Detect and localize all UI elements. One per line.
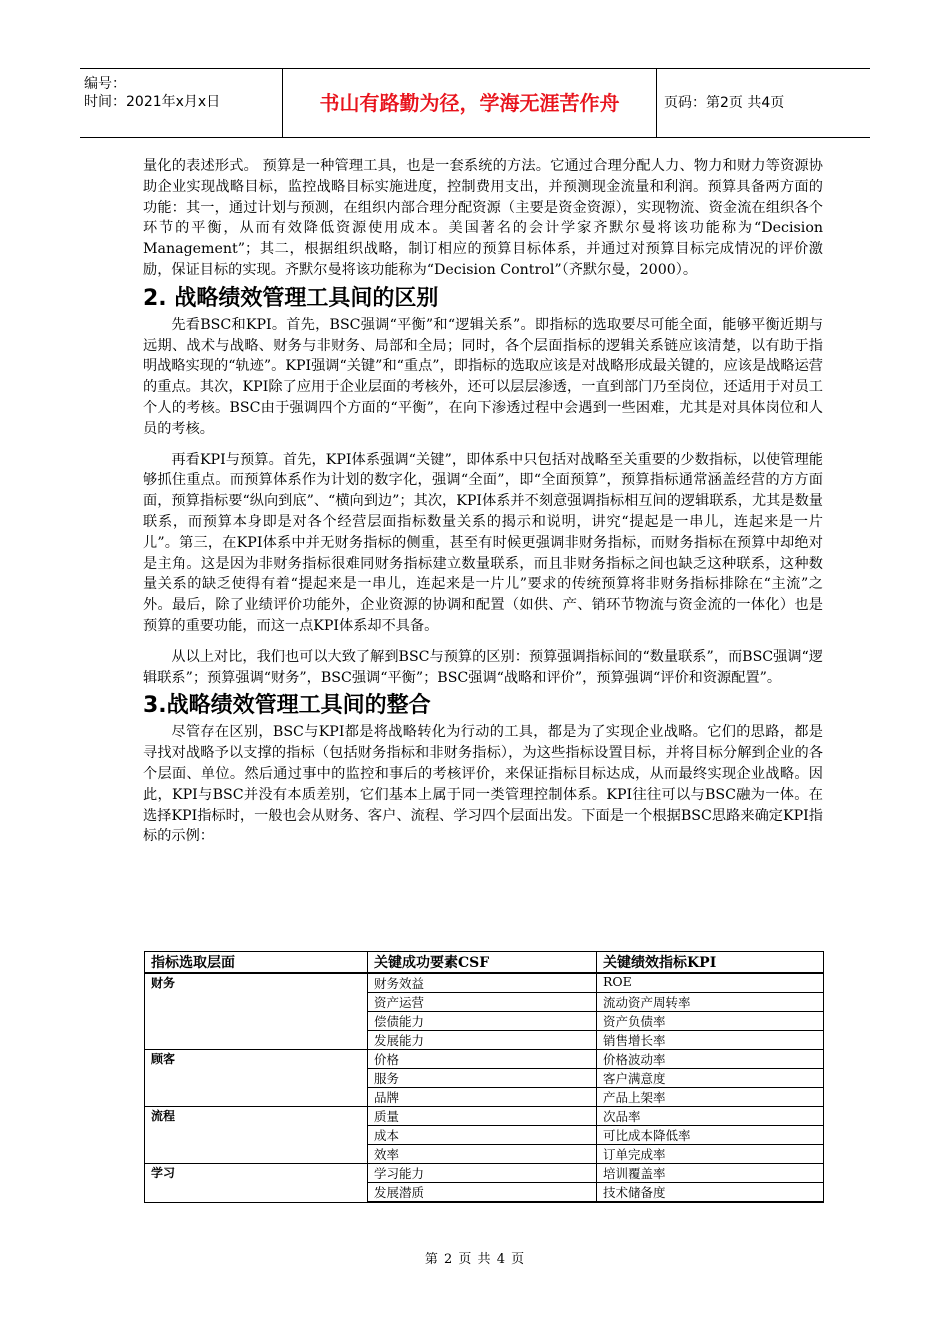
paragraph-integration: 尽管存在区别，BSC与KPI都是将战略转化为行动的工具，都是为了实现企业战略。它们的思路，都是寻找对战略予以支撑的指标（包括财务指标和非财务指标），为这些指标设置目标，并将目标分解到企业的各个层面、单位。然后通过事中的监控和事后的考核评价，来保证指标目标达成，从而最终实现企业战略。因此，KPI与BSC并没有本质差别，它们基本上属于同一类管理控制体系。KPI往往可以与BSC融为一体。在选择KPI指标时，一般也会从财务、客户、流程、学习四个层面出发。下面是一个根据BSC思路来确定KPI指标的示例：	[143, 724, 823, 845]
doc-date-label: 时间：2021年x月x日	[84, 94, 221, 110]
table-cell-kpi: 流动资产周转率	[597, 993, 824, 1012]
table-cell-csf: 发展能力	[368, 1031, 597, 1050]
section-heading-differences: 2. 战略绩效管理工具间的区别	[143, 285, 439, 311]
document-body	[143, 156, 823, 847]
table-cell-kpi: 技术储备度	[597, 1183, 824, 1203]
table-header-row	[145, 952, 824, 974]
table-cell-layer: 财务	[145, 973, 368, 993]
table-cell-layer	[145, 1126, 368, 1145]
table-cell-csf: 发展潜质	[368, 1183, 597, 1203]
page-header	[80, 68, 870, 138]
table-cell-layer	[145, 1145, 368, 1164]
table-row	[145, 1145, 824, 1164]
table-row	[145, 1088, 824, 1107]
table-cell-kpi: ROE	[597, 973, 824, 993]
table-cell-layer: 顾客	[145, 1050, 368, 1069]
paragraph-budget-intro: 量化的表述形式。 预算是一种管理工具，也是一套系统的方法。它通过合理分配人力、物力和财力等资源协助企业实现战略目标，监控战略目标实施进度，控制费用支出，并预测现金流量和利润。预算具备两方面的功能：其一，通过计划与预测，在组织内部合理分配资源（主要是资金资源），实现物流、资金流在组织各个环节的平衡，从而有效降低资源使用成本。美国著名的会计学家齐默尔曼将该功能称为“Decision Management”；其二，根据组织战略，制订相应的预算目标体系，并通过对预算目标完成情况的评价激励，保证目标的实现。齐默尔曼将该功能称为“Decision Control”（齐默尔曼，2000）。	[143, 158, 823, 278]
paragraph-bsc-kpi: 先看BSC和KPI。首先，BSC强调“平衡”和“逻辑关系”。即指标的选取要尽可能全面，能够平衡近期与远期、战术与战略、财务与非财务、局部和全局；同时，各个层面指标的逻辑关系链应该清楚，以有助于指明战略实现的“轨迹”。KPI强调“关键”和“重点”，即指标的选取应该是对战略形成最关键的，应该是战略运营的重点。其次，KPI除了应用于企业层面的考核外，还可以层层渗透，一直到部门乃至岗位，还适用于对员工个人的考核。BSC由于强调四个方面的“平衡”，在向下渗透过程中会遇到一些困难，尤其是对具体岗位和人员的考核。	[143, 316, 823, 437]
section-heading-integration: 3.战略绩效管理工具间的整合	[143, 693, 431, 719]
header-motto: 书山有路勤为径，学海无涯苦作舟	[283, 69, 657, 137]
table-cell-kpi: 资产负债率	[597, 1012, 824, 1031]
table-row	[145, 1069, 824, 1088]
page-footer: 第 2 页 共 4 页	[424, 1252, 526, 1267]
table-cell-kpi: 产品上架率	[597, 1088, 824, 1107]
table-header-cell: 关键成功要素CSF	[368, 952, 597, 974]
table-cell-layer	[145, 1088, 368, 1107]
table-cell-csf: 效率	[368, 1145, 597, 1164]
paragraph-bsc-budget: 从以上对比，我们也可以大致了解到BSC与预算的区别：预算强调指标间的“数量联系”，而BSC强调“逻辑联系”；预算强调“财务”，BSC强调“平衡”；BSC强调“战略和评价”，预算强调“评价和资源配置”。	[143, 648, 823, 686]
table-cell-kpi: 客户满意度	[597, 1069, 824, 1088]
table-row	[145, 1012, 824, 1031]
table-cell-kpi: 培训覆盖率	[597, 1164, 824, 1183]
table-cell-csf: 财务效益	[368, 973, 597, 993]
table-cell-layer	[145, 1031, 368, 1050]
table-cell-csf: 服务	[368, 1069, 597, 1088]
table-cell-csf: 学习能力	[368, 1164, 597, 1183]
paragraph-kpi-budget: 再看KPI与预算。首先，KPI体系强调“关键”，即体系中只包括对战略至关重要的少数指标，以使管理能够抓住重点。而预算体系作为计划的数字化，强调“全面”，即“全面预算”，预算指标通常涵盖经营的方方面面，预算指标要“纵向到底”、“横向到边”；其次，KPI体系并不刻意强调指标相互间的逻辑联系，尤其是数量联系，而预算本身即是对各个经营层面指标数量关系的揭示和说明，讲究“提起是一串儿，连起来是一片儿”。第三，在KPI体系中并无财务指标的侧重，甚至有时候更强调非财务指标，而财务指标在预算中却绝对是主角。这是因为非财务指标很难同财务指标建立数量联系，而且非财务指标之间也缺乏这种联系，这种数量关系的缺乏使得有着“提起来是一串儿，连起来是一片儿”要求的传统预算将非财务指标排除在“主流”之外。最后，除了业绩评价功能外，企业资源的协调和配置（如供、产、销环节物流与资金流的一体化）也是预算的重要功能，而这一点KPI体系却不具备。	[143, 451, 823, 634]
table-header-cell: 指标选取层面	[145, 952, 368, 974]
table-cell-csf: 价格	[368, 1050, 597, 1069]
table-header-cell: 关键绩效指标KPI	[597, 952, 824, 974]
table-row	[145, 1126, 824, 1145]
table-cell-layer	[145, 993, 368, 1012]
table-cell-layer	[145, 1012, 368, 1031]
kpi-table	[144, 951, 824, 1203]
doc-number-label: 编号：	[84, 76, 126, 92]
table-cell-kpi: 订单完成率	[597, 1145, 824, 1164]
header-page-number: 页码：第2页 共4页	[664, 95, 785, 111]
table-cell-csf: 质量	[368, 1107, 597, 1126]
table-cell-kpi: 销售增长率	[597, 1031, 824, 1050]
table-cell-csf: 成本	[368, 1126, 597, 1145]
table-row	[145, 1031, 824, 1050]
table-cell-layer	[145, 1069, 368, 1088]
table-cell-kpi: 次品率	[597, 1107, 824, 1126]
table-row	[145, 1183, 824, 1203]
table-cell-kpi: 价格波动率	[597, 1050, 824, 1069]
table-cell-layer: 流程	[145, 1107, 368, 1126]
table-cell-kpi: 可比成本降低率	[597, 1126, 824, 1145]
table-row	[145, 1164, 824, 1183]
table-row	[145, 993, 824, 1012]
table-row	[145, 1107, 824, 1126]
header-meta	[80, 69, 283, 137]
table-row	[145, 1050, 824, 1069]
table-cell-csf: 资产运营	[368, 993, 597, 1012]
table-cell-csf: 偿债能力	[368, 1012, 597, 1031]
table-cell-layer	[145, 1183, 368, 1203]
table-row	[145, 973, 824, 993]
table-cell-csf: 品牌	[368, 1088, 597, 1107]
table-cell-layer: 学习	[145, 1164, 368, 1183]
